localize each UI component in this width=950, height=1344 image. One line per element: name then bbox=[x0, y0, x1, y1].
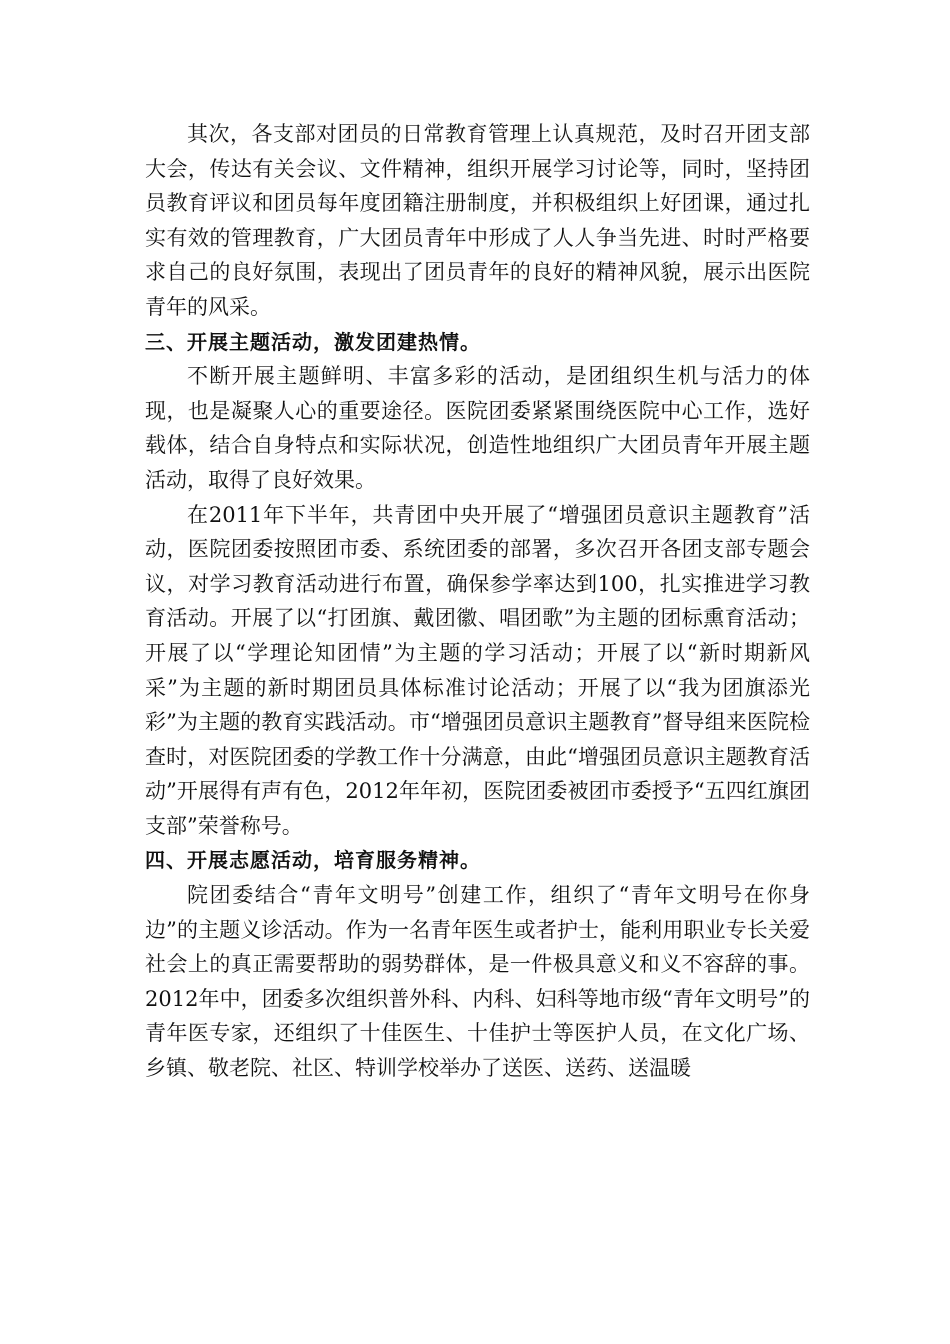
document-body bbox=[145, 117, 810, 1086]
paragraph-2011-education: 在2011年下半年，共青团中央开展了“增强团员意识主题教育”活动，医院团委按照团市委、系统团委的部署，多次召开各团支部专题会议，对学习教育活动进行布置，确保参学率达到100，扎实推进学习教育活动。开展了以“打团旗、戴团徽、唱团歌”为主题的团标熏育活动；开展了以“学理论知团情”为主题的学习活动；开展了以“新时期新风采”为主题的新时期团员具体标准讨论活动；开展了以“我为团旗添光彩”为主题的教育实践活动。市“增强团员意识主题教育”督导组来医院检查时，对医院团委的学教工作十分满意，由此“增强团员意识主题教育活动”开展得有声有色，2012年年初，医院团委被团市委授予“五四红旗团支部”荣誉称号。 bbox=[145, 502, 810, 838]
section-heading-4: 四、开展志愿活动，培育服务精神。 bbox=[145, 848, 481, 873]
section-heading-3: 三、开展主题活动，激发团建热情。 bbox=[145, 329, 481, 354]
paragraph-volunteer-activities: 院团委结合“青年文明号”创建工作，组织了“青年文明号在你身边”的主题义诊活动。作为一名青年医生或者护士，能利用职业专长关爱社会上的真正需要帮助的弱势群体，是一件极具意义和义不容辞的事。2012年中，团委多次组织普外科、内科、妇科等地市级“青年文明号”的青年医专家，还组织了十佳医生、十佳护士等医护人员，在文化广场、乡镇、敬老院、社区、特训学校举办了送医、送药、送温暖 bbox=[145, 883, 810, 1081]
paragraph-branch-management: 其次，各支部对团员的日常教育管理上认真规范，及时召开团支部大会，传达有关会议、文件精神，组织开展学习讨论等，同时，坚持团员教育评议和团员每年度团籍注册制度，并积极组织上好团课，通过扎实有效的管理教育，广大团员青年中形成了人人争当先进、时时严格要求自己的良好氛围，表现出了团员青年的良好的精神风貌，展示出医院青年的风采。 bbox=[145, 122, 810, 319]
paragraph-theme-activities: 不断开展主题鲜明、丰富多彩的活动，是团组织生机与活力的体现，也是凝聚人心的重要途径。医院团委紧紧围绕医院中心工作，选好载体，结合自身特点和实际状况，创造性地组织广大团员青年开展主题活动，取得了良好效果。 bbox=[145, 364, 810, 492]
